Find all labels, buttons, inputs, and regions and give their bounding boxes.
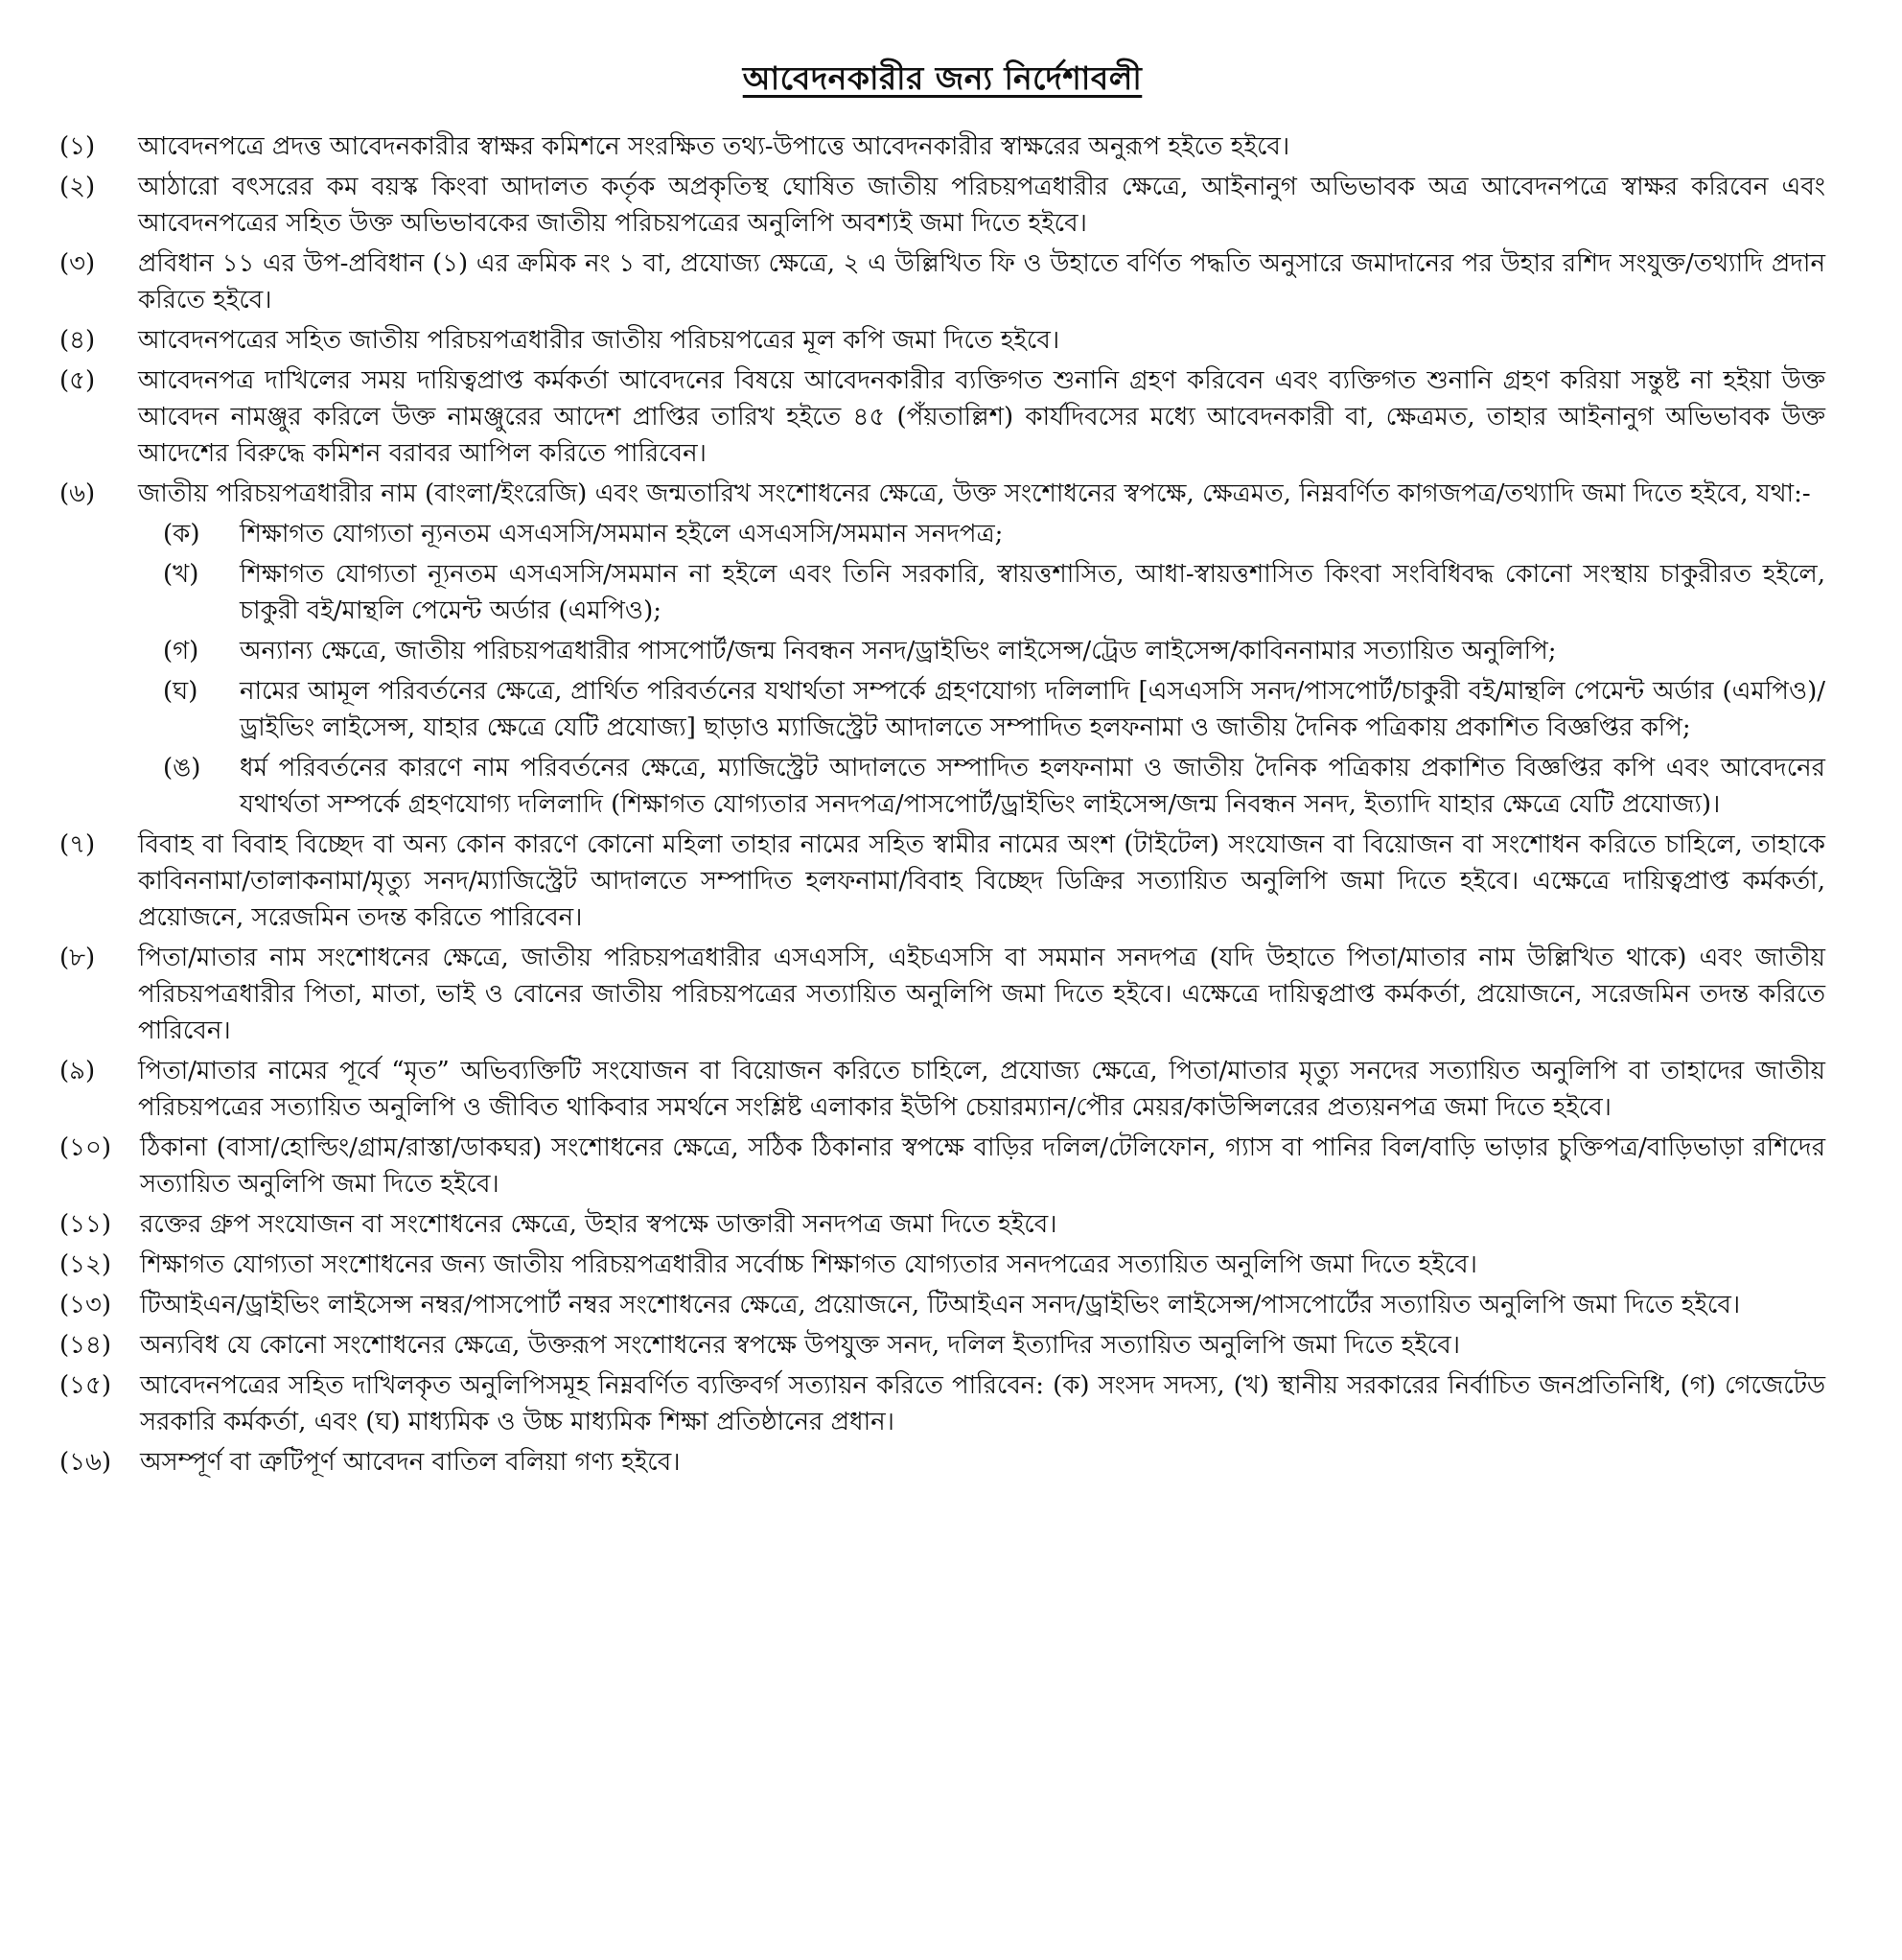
instruction-item-15	[59, 1367, 1825, 1440]
instruction-item-9	[59, 1053, 1825, 1126]
sub-item-list	[59, 516, 1825, 823]
item-number: (১৫)	[59, 1371, 112, 1400]
item-number: (৫)	[59, 366, 96, 395]
sub-item-text: শিক্ষাগত যোগ্যতা ন্যূনতম এসএসসি/সমমান না হইলে এবং তিনি সরকারি, স্বায়ত্তশাসিত, আধা-স্বায়ত্তশাসিত কিংবা সংবিধিবদ্ধ কোনো সংস্থায় চাকুরীরত হইলে, চাকুরী বই/মান্থলি পেমেন্ট অর্ডার (এমপিও);	[240, 560, 1825, 625]
instruction-item-8	[59, 940, 1825, 1049]
sub-item-ga	[163, 633, 1825, 669]
instruction-item-12	[59, 1247, 1825, 1283]
instruction-item-11	[59, 1206, 1825, 1243]
instruction-item-14	[59, 1327, 1825, 1364]
sub-item-uma	[163, 750, 1825, 823]
instruction-item-10	[59, 1130, 1825, 1202]
item-number: (৯)	[59, 1057, 96, 1085]
instruction-item-6	[59, 476, 1825, 512]
item-number: (২)	[59, 173, 96, 201]
instruction-item-16	[59, 1444, 1825, 1481]
item-number: (১০)	[59, 1133, 112, 1162]
item-text: আবেদনপত্র দাখিলের সময় দায়িত্বপ্রাপ্ত কর্মকর্তা আবেদনের বিষয়ে আবেদনকারীর ব্যক্তিগত শুনানি গ্রহণ করিবেন এবং ব্যক্তিগত শুনানি গ্রহণ করিয়া সন্তুষ্ট না হইয়া উক্ত আবেদন নামঞ্জুর করিলে উক্ত নামঞ্জুরের আদেশ প্রাপ্তির তারিখ হইতে ৪৫ (পঁয়তাল্লিশ) কার্যদিবসের মধ্যে আবেদনকারী বা, ক্ষেত্রমত, তাহার আইনানুগ অভিভাবক উক্ত আদেশের বিরুদ্ধে কমিশন বরাবর আপিল করিতে পারিবেন।	[138, 366, 1825, 468]
page-title: আবেদনকারীর জন্য নির্দেশাবলী	[742, 59, 1143, 97]
sub-item-text: শিক্ষাগত যোগ্যতা ন্যূনতম এসএসসি/সমমান হইলে এসএসসি/সমমান সনদপত্র;	[240, 520, 1004, 548]
instruction-item-5	[59, 362, 1825, 472]
sub-item-text: অন্যান্য ক্ষেত্রে, জাতীয় পরিচয়পত্রধারীর পাসপোর্ট/জন্ম নিবন্ধন সনদ/ড্রাইভিং লাইসেন্স/ট্রেড লাইসেন্স/কাবিননামার সত্যায়িত অনুলিপি;	[240, 637, 1557, 665]
item-text: শিক্ষাগত যোগ্যতা সংশোধনের জন্য জাতীয় পরিচয়পত্রধারীর সর্বোচ্চ শিক্ষাগত যোগ্যতার সনদপত্রের সত্যায়িত অনুলিপি জমা দিতে হইবে।	[140, 1250, 1477, 1279]
item-text: প্রবিধান ১১ এর উপ-প্রবিধান (১) এর ক্রমিক নং ১ বা, প্রযোজ্য ক্ষেত্রে, ২ এ উল্লিখিত ফি ও উহাতে বর্ণিত পদ্ধতি অনুসারে জমাদানের পর উহার রশিদ সংযুক্ত/তথ্যাদি প্রদান করিতে হইবে।	[138, 249, 1825, 315]
sub-item-number: (খ)	[163, 560, 199, 589]
item-text: আবেদনপত্রের সহিত জাতীয় পরিচয়পত্রধারীর জাতীয় পরিচয়পত্রের মূল কপি জমা দিতে হইবে।	[138, 326, 1060, 355]
item-number: (৪)	[59, 326, 96, 355]
instruction-item-2	[59, 169, 1825, 242]
item-text: বিবাহ বা বিবাহ বিচ্ছেদ বা অন্য কোন কারণে কোনো মহিলা তাহার নামের সহিত স্বামীর নামের অংশ (টাইটেল) সংযোজন বা বিয়োজন বা সংশোধন করিতে চাহিলে, তাহাকে কাবিননামা/তালাকনামা/মৃত্যু সনদ/ম্যাজিস্ট্রেট আদালতে সম্পাদিত হলফনামা/বিবাহ বিচ্ছেদ ডিক্রির সত্যায়িত অনুলিপি জমা দিতে হইবে। এক্ষেত্রে দায়িত্বপ্রাপ্ত কর্মকর্তা, প্রয়োজনে, সরেজমিন তদন্ত করিতে পারিবেন।	[138, 830, 1825, 932]
item-text: ঠিকানা (বাসা/হোল্ডিং/গ্রাম/রাস্তা/ডাকঘর) সংশোধনের ক্ষেত্রে, সঠিক ঠিকানার স্বপক্ষে বাড়ির দলিল/টেলিফোন, গ্যাস বা পানির বিল/বাড়ি ভাড়ার চুক্তিপত্র/বাড়িভাড়া রশিদের সত্যায়িত অনুলিপি জমা দিতে হইবে।	[140, 1133, 1825, 1199]
instruction-item-7	[59, 827, 1825, 936]
item-number: (১)	[59, 132, 96, 161]
instruction-item-13	[59, 1287, 1825, 1323]
item-number: (১৬)	[59, 1448, 112, 1477]
instruction-item-1	[59, 128, 1825, 165]
sub-item-number: (ঘ)	[163, 677, 198, 706]
item-number: (৮)	[59, 944, 96, 972]
instruction-item-4	[59, 322, 1825, 359]
sub-item-number: (গ)	[163, 637, 199, 665]
item-text: রক্তের গ্রুপ সংযোজন বা সংশোধনের ক্ষেত্রে, উহার স্বপক্ষে ডাক্তারী সনদপত্র জমা দিতে হইবে।	[140, 1210, 1057, 1239]
instruction-list	[59, 128, 1825, 1481]
item-number: (১৩)	[59, 1291, 112, 1319]
sub-item-number: (ক)	[163, 520, 200, 548]
item-number: (১১)	[59, 1210, 112, 1239]
item-text: টিআইএন/ড্রাইভিং লাইসেন্স নম্বর/পাসপোর্ট নম্বর সংশোধনের ক্ষেত্রে, প্রয়োজনে, টিআইএন সনদ/ড্রাইভিং লাইসেন্স/পাসপোর্টের সত্যায়িত অনুলিপি জমা দিতে হইবে।	[140, 1291, 1741, 1319]
item-number: (৩)	[59, 249, 96, 278]
item-text: আঠারো বৎসরের কম বয়স্ক কিংবা আদালত কর্তৃক অপ্রকৃতিস্থ ঘোষিত জাতীয় পরিচয়পত্রধারীর ক্ষেত্রে, আইনানুগ অভিভাবক অত্র আবেদনপত্রে স্বাক্ষর করিবেন এবং আবেদনপত্রের সহিত উক্ত অভিভাবকের জাতীয় পরিচয়পত্রের অনুলিপি অবশ্যই জমা দিতে হইবে।	[138, 173, 1825, 238]
item-text: অন্যবিধ যে কোনো সংশোধনের ক্ষেত্রে, উক্তরূপ সংশোধনের স্বপক্ষে উপযুক্ত সনদ, দলিল ইত্যাদির সত্যায়িত অনুলিপি জমা দিতে হইবে।	[140, 1331, 1461, 1360]
sub-item-ka	[163, 516, 1825, 552]
item-text: জাতীয় পরিচয়পত্রধারীর নাম (বাংলা/ইংরেজি) এবং জন্মতারিখ সংশোধনের ক্ষেত্রে, উক্ত সংশোধনের স্বপক্ষে, ক্ষেত্রমত, নিম্নবর্ণিত কাগজপত্র/তথ্যাদি জমা দিতে হইবে, যথা:-	[138, 479, 1811, 508]
item-number: (১২)	[59, 1250, 112, 1279]
sub-item-text: নামের আমূল পরিবর্তনের ক্ষেত্রে, প্রার্থিত পরিবর্তনের যথার্থতা সম্পর্কে গ্রহণযোগ্য দলিলাদি [এসএসসি সনদ/পাসপোর্ট/চাকুরী বই/মান্থলি পেমেন্ট অর্ডার (এমপিও)/ড্রাইভিং লাইসেন্স, যাহার ক্ষেত্রে যেটি প্রযোজ্য] ছাড়াও ম্যাজিস্ট্রেট আদালতে সম্পাদিত হলফনামা ও জাতীয় দৈনিক পত্রিকায় প্রকাশিত বিজ্ঞপ্তির কপি;	[240, 677, 1825, 742]
item-text: পিতা/মাতার নামের পূর্বে “মৃত” অভিব্যক্তিটি সংযোজন বা বিয়োজন করিতে চাহিলে, প্রযোজ্য ক্ষেত্রে, পিতা/মাতার মৃত্যু সনদের সত্যায়িত অনুলিপি বা তাহাদের জাতীয় পরিচয়পত্রের সত্যায়িত অনুলিপি ও জীবিত থাকিবার সমর্থনে সংশ্লিষ্ট এলাকার ইউপি চেয়ারম্যান/পৌর মেয়র/কাউন্সিলরের প্রত্যয়নপত্র জমা দিতে হইবে।	[138, 1057, 1825, 1122]
item-text: পিতা/মাতার নাম সংশোধনের ক্ষেত্রে, জাতীয় পরিচয়পত্রধারীর এসএসসি, এইচএসসি বা সমমান সনদপত্র (যদি উহাতে পিতা/মাতার নাম উল্লিখিত থাকে) এবং জাতীয় পরিচয়পত্রধারীর পিতা, মাতা, ভাই ও বোনের জাতীয় পরিচয়পত্রের সত্যায়িত অনুলিপি জমা দিতে হইবে। এক্ষেত্রে দায়িত্বপ্রাপ্ত কর্মকর্তা, প্রয়োজনে, সরেজমিন তদন্ত করিতে পারিবেন।	[138, 944, 1825, 1045]
sub-item-kha	[163, 556, 1825, 629]
item-text: আবেদনপত্রে প্রদত্ত আবেদনকারীর স্বাক্ষর কমিশনে সংরক্ষিত তথ্য-উপাত্তে আবেদনকারীর স্বাক্ষরের অনুরূপ হইতে হইবে।	[138, 132, 1290, 161]
item-number: (১৪)	[59, 1331, 112, 1360]
item-number: (৬)	[59, 479, 96, 508]
sub-item-text: ধর্ম পরিবর্তনের কারণে নাম পরিবর্তনের ক্ষেত্রে, ম্যাজিস্ট্রেট আদালতে সম্পাদিত হলফনামা ও জাতীয় দৈনিক পত্রিকায় প্রকাশিত বিজ্ঞপ্তির কপি এবং আবেদনের যথার্থতা সম্পর্কে গ্রহণযোগ্য দলিলাদি (শিক্ষাগত যোগ্যতার সনদপত্র/পাসপোর্ট/ড্রাইভিং লাইসেন্স/জন্ম নিবন্ধন সনদ, ইত্যাদি যাহার ক্ষেত্রে যেটি প্রযোজ্য)।	[240, 754, 1825, 819]
item-text: অসম্পূর্ণ বা ত্রুটিপূর্ণ আবেদন বাতিল বলিয়া গণ্য হইবে।	[140, 1448, 681, 1477]
item-text: আবেদনপত্রের সহিত দাখিলকৃত অনুলিপিসমূহ নিম্নবর্ণিত ব্যক্তিবর্গ সত্যায়ন করিতে পারিবেন: (ক) সংসদ সদস্য, (খ) স্থানীয় সরকারের নির্বাচিত জনপ্রতিনিধি, (গ) গেজেটেড সরকারি কর্মকর্তা, এবং (ঘ) মাধ্যমিক ও উচ্চ মাধ্যমিক শিক্ষা প্রতিষ্ঠানের প্রধান।	[140, 1371, 1825, 1436]
instruction-item-3	[59, 245, 1825, 318]
sub-item-number: (ঙ)	[163, 754, 201, 782]
sub-item-gha	[163, 673, 1825, 746]
item-number: (৭)	[59, 830, 96, 859]
